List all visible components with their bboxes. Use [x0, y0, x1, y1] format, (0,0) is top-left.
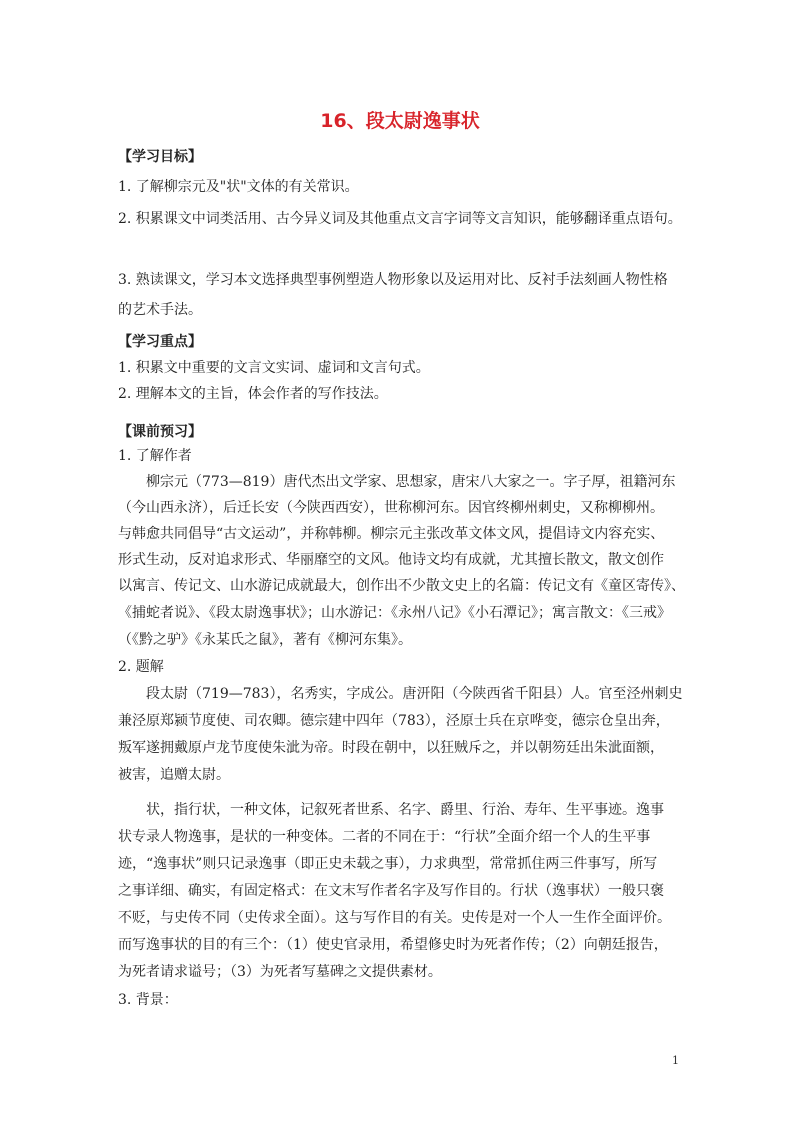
page-title: 16、段太尉逸事状 [320, 110, 480, 132]
focus-item-1: 1. 积累文中重要的文言文实词、虚词和文言句式。 [118, 360, 430, 376]
explain-b-line-7: 为死者请求谥号；（3）为死者写墓碑之文提供素材。 [118, 964, 442, 980]
goal-item-3: 3. 熟读课文，学习本文选择典型事例塑造人物形象以及运用对比、反衬手法刻画人物性格 [118, 272, 668, 288]
focus-heading: 【学习重点】 [118, 334, 202, 350]
explain-b-line-6: 而写逸事状的目的有三个：（1）使史官录用，希望修史时为死者作传；（2）向朝廷报告， [118, 937, 668, 953]
background-label: 3. 背景： [118, 992, 178, 1008]
explain-line-4: 被害，追赠太尉。 [118, 767, 230, 783]
explain-label: 2. 题解 [118, 659, 164, 675]
author-line-7: （《黔之驴》《永某氏之鼠》，著有《柳河东集》。 [118, 632, 412, 648]
explain-b-line-5: 不贬，与史传不同（史传求全面）。这与写作目的有关。史传是对一个人一生作全面评价。 [118, 910, 671, 926]
author-line-4: 形式生动，反对追求形式、华丽靡空的文风。他诗文均有成就，尤其擅长散文，散文创作 [118, 552, 664, 568]
explain-b-line-4: 之事详细、确实，有固定格式：在文末写作者名字及写作目的。行状（逸事状）一般只褒 [118, 883, 664, 899]
goal-item-1: 1. 了解柳宗元及"状"文体的有关常识。 [118, 179, 359, 195]
page-number: 1 [672, 1054, 679, 1067]
goals-heading: 【学习目标】 [118, 149, 202, 165]
explain-line-3: 叛军遂拥戴原卢龙节度使朱泚为帝。时段在朝中，以狂贼斥之，并以朝笏廷出朱泚面额， [118, 740, 664, 756]
explain-b-line-1: 状，指行状，一种文体，记叙死者世系、名字、爵里、行治、寿年、生平事迹。逸事 [146, 802, 664, 818]
author-line-1: 柳宗元（773—819）唐代杰出文学家、思想家，唐宋八大家之一。字子厚，祖籍河东 [146, 474, 676, 490]
author-line-6: 《捕蛇者说》、《段太尉逸事状》；山水游记：《永州八记》《小石潭记》；寓言散文：《三戒》 [118, 605, 671, 621]
author-line-2: （今山西永济），后迁长安（今陕西西安），世称柳河东。因官终柳州刺史，又称柳柳州。 [118, 500, 664, 516]
author-line-3: 与韩愈共同倡导“古文运动”，并称韩柳。柳宗元主张改革文体文风，提倡诗文内容充实、 [118, 526, 665, 542]
explain-line-2: 兼泾原郑颍节度使、司农卿。德宗建中四年（783），泾原士兵在京哗变，德宗仓皇出奔， [118, 713, 670, 729]
goal-item-3-cont: 的艺术手法。 [118, 302, 202, 318]
explain-b-line-3: 迹，“逸事状”则只记录逸事（即正史未载之事），力求典型，常常抓住两三件事写，所写 [118, 856, 658, 872]
focus-item-2: 2. 理解本文的主旨，体会作者的写作技法。 [118, 386, 388, 402]
author-line-5: 以寓言、传记文、山水游记成就最大，创作出不少散文史上的名篇：传记文有《童区寄传》、 [118, 578, 685, 594]
explain-line-1: 段太尉（719—783），名秀实，字成公。唐汧阳（今陕西省千阳县）人。官至泾州刺史 [146, 686, 683, 702]
preview-heading: 【课前预习】 [118, 424, 202, 440]
explain-b-line-2: 状专录人物逸事，是状的一种变体。二者的不同在于：“行状”全面介绍一个人的生平事 [118, 829, 651, 845]
author-label: 1. 了解作者 [118, 448, 192, 464]
goal-item-2: 2. 积累课文中词类活用、古今异义词及其他重点文言字词等文言知识，能够翻译重点语句。 [118, 211, 682, 227]
